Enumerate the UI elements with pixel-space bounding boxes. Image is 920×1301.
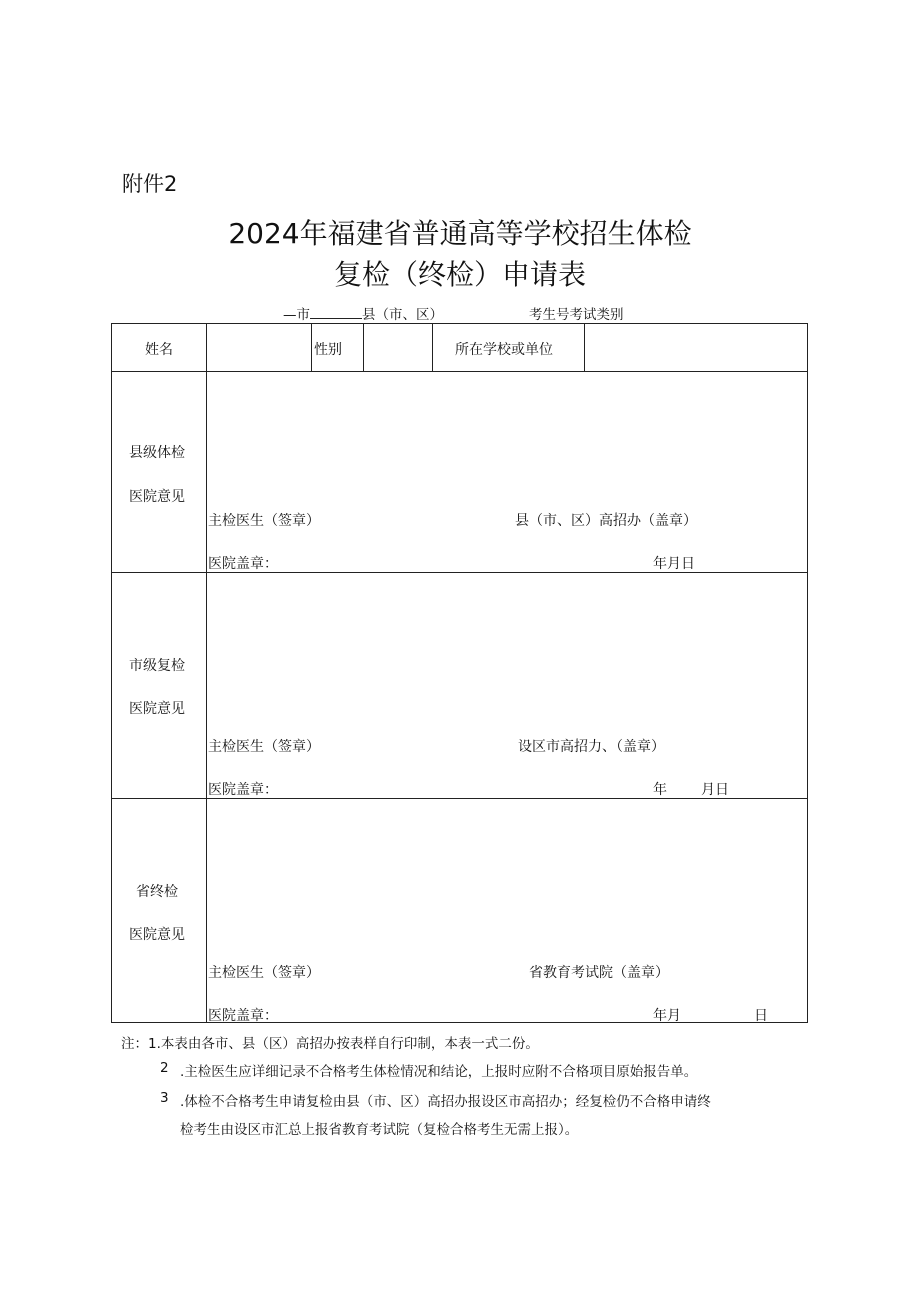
column-divider	[311, 324, 312, 371]
city-blank	[310, 306, 362, 319]
city-section-label-1: 市级复检	[129, 658, 185, 674]
row-divider	[112, 371, 807, 372]
province-date-day: 日	[754, 1008, 768, 1024]
application-form-table	[111, 323, 808, 1023]
province-date-year-month: 年月	[653, 1008, 681, 1024]
note-3-number: 3	[160, 1090, 169, 1106]
county-office-stamp: 县（市、区）高招办（盖章）	[515, 513, 697, 529]
column-divider	[432, 324, 433, 371]
note-3-continuation: 检考生由设区市汇总上报省教育考试院（复检合格考生无需上报）。	[180, 1122, 579, 1138]
county-hospital-stamp: 医院盖章：	[208, 556, 278, 572]
county-doctor-sign: 主检医生（签章）	[208, 513, 320, 529]
school-label: 所在学校或单位	[455, 342, 553, 358]
county-section-label-2: 医院意见	[129, 489, 185, 505]
county-date: 年月日	[653, 556, 695, 572]
form-title-line1: 2024年福建省普通高等学校招生体检	[228, 217, 692, 250]
gender-label: 性别	[314, 342, 342, 358]
column-divider	[584, 324, 585, 371]
subheader-city	[283, 303, 443, 323]
province-doctor-sign: 主检医生（签章）	[208, 965, 320, 981]
attachment-label: 附件2	[122, 172, 178, 196]
province-section-label-2: 医院意见	[129, 927, 185, 943]
city-prefix: —市	[283, 307, 310, 323]
province-office-stamp: 省教育考试院（盖章）	[529, 965, 669, 981]
city-section-label-2: 医院意见	[129, 701, 185, 717]
province-section-label-1: 省终检	[136, 884, 178, 900]
city-date-year: 年	[653, 782, 667, 798]
note-2-text: .主检医生应详细记录不合格考生体检情况和结论，上报时应附不合格项目原始报告单。	[180, 1064, 698, 1080]
column-divider	[206, 324, 207, 1023]
name-label: 姓名	[145, 342, 173, 358]
note-2-number: 2	[160, 1060, 169, 1076]
note-1: 注：1.本表由各市、县（区）高招办按表样自行印制，本表一式二份。	[121, 1036, 539, 1052]
column-divider	[363, 324, 364, 371]
city-date-month-day: 月日	[701, 782, 729, 798]
city-office-stamp: 设区市高招力、（盖章）	[518, 739, 665, 755]
county-section-label-1: 县级体检	[129, 445, 185, 461]
province-hospital-stamp: 医院盖章：	[208, 1008, 278, 1024]
city-doctor-sign: 主检医生（签章）	[208, 739, 320, 755]
exam-info: 考生号考试类别	[529, 307, 624, 323]
note-3-text: .体检不合格考生申请复检由县（市、区）高招办报设区市高招办；经复检仍不合格申请终	[180, 1094, 711, 1110]
form-title-line2: 复检（终检）申请表	[333, 258, 586, 291]
city-hospital-stamp: 医院盖章：	[208, 782, 278, 798]
county-label: 县（市、区）	[362, 307, 443, 323]
